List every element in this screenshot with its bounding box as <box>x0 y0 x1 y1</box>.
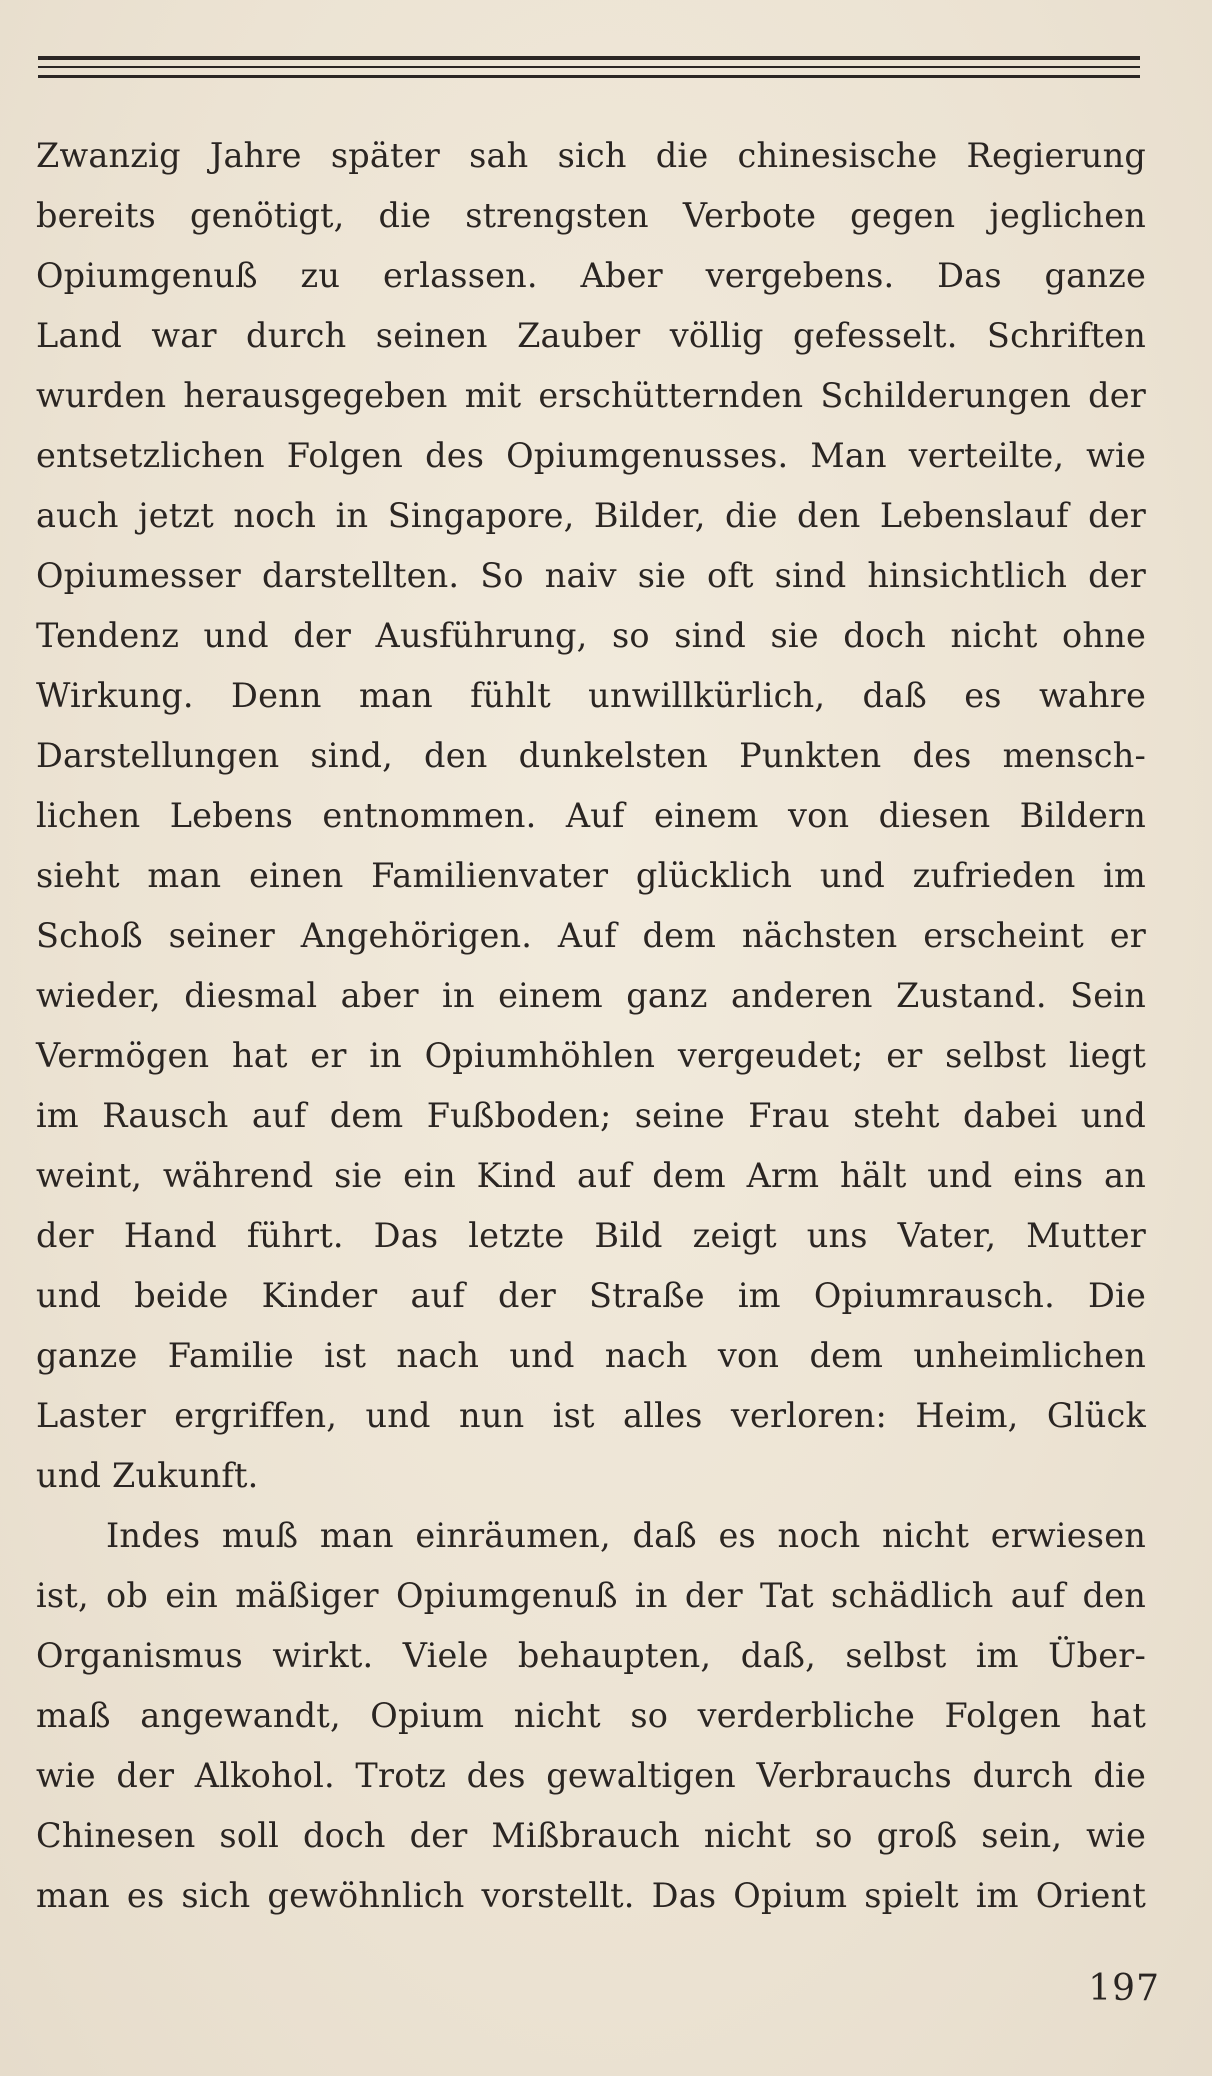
text-line: Vermögen hat er in Opiumhöhlen vergeudet; er selbst liegt <box>36 1036 1146 1075</box>
body-text <box>36 126 1146 1926</box>
text-line: wurden herausgegeben mit erschütternden Schilderungen der <box>36 376 1146 415</box>
header-rule-top <box>38 56 1140 60</box>
text-line: Schoß seiner Angehörigen. Auf dem nächsten erscheint er <box>36 916 1146 955</box>
header-rule-middle <box>38 66 1140 68</box>
text-line: Laster ergriffen, und nun ist alles verloren: Heim, Glück <box>36 1396 1146 1435</box>
text-line: wieder, diesmal aber in einem ganz anderen Zustand. Sein <box>36 976 1146 1015</box>
text-line: entsetzlichen Folgen des Opiumgenusses. Man verteilte, wie <box>36 436 1146 475</box>
text-line: Organismus wirkt. Viele behaupten, daß, selbst im Über- <box>36 1636 1146 1675</box>
text-line: im Rausch auf dem Fußboden; seine Frau steht dabei und <box>36 1096 1146 1135</box>
text-line: Chinesen soll doch der Mißbrauch nicht so groß sein, wie <box>36 1816 1146 1855</box>
text-line: Land war durch seinen Zauber völlig gefesselt. Schriften <box>36 316 1146 355</box>
text-line: Zwanzig Jahre später sah sich die chinesische Regierung <box>36 136 1146 175</box>
text-line: Opiumgenuß zu erlassen. Aber vergebens. Das ganze <box>36 256 1146 295</box>
text-line: Tendenz und der Ausführung, so sind sie doch nicht ohne <box>36 616 1146 655</box>
text-line: Wirkung. Denn man fühlt unwillkürlich, daß es wahre <box>36 676 1146 715</box>
text-line: bereits genötigt, die strengsten Verbote gegen jeglichen <box>36 196 1146 235</box>
text-line: Opiumesser darstellten. So naiv sie oft sind hinsichtlich der <box>36 556 1146 595</box>
text-line: und beide Kinder auf der Straße im Opiumrausch. Die <box>36 1276 1146 1315</box>
text-line: man es sich gewöhnlich vorstellt. Das Opium spielt im Orient <box>36 1876 1146 1915</box>
text-line: lichen Lebens entnommen. Auf einem von diesen Bildern <box>36 796 1146 835</box>
text-line: der Hand führt. Das letzte Bild zeigt uns Vater, Mutter <box>36 1216 1146 1255</box>
text-line: ist, ob ein mäßiger Opiumgenuß in der Tat schädlich auf den <box>36 1576 1146 1615</box>
text-line: sieht man einen Familienvater glücklich und zufrieden im <box>36 856 1146 895</box>
header-rule-bottom <box>38 75 1140 78</box>
text-line: weint, während sie ein Kind auf dem Arm hält und eins an <box>36 1156 1146 1195</box>
text-line: auch jetzt noch in Singapore, Bilder, die den Lebenslauf der <box>36 496 1146 535</box>
text-line: und Zukunft. <box>36 1456 259 1495</box>
text-line: maß angewandt, Opium nicht so verderbliche Folgen hat <box>36 1696 1146 1735</box>
text-line: Darstellungen sind, den dunkelsten Punkten des mensch- <box>36 736 1146 775</box>
text-line: ganze Familie ist nach und nach von dem unheimlichen <box>36 1336 1146 1375</box>
text-line: Indes muß man einräumen, daß es noch nicht erwiesen <box>106 1516 1146 1555</box>
text-line: wie der Alkohol. Trotz des gewaltigen Verbrauchs durch die <box>36 1756 1146 1795</box>
page-number: 197 <box>1088 1968 1160 2009</box>
